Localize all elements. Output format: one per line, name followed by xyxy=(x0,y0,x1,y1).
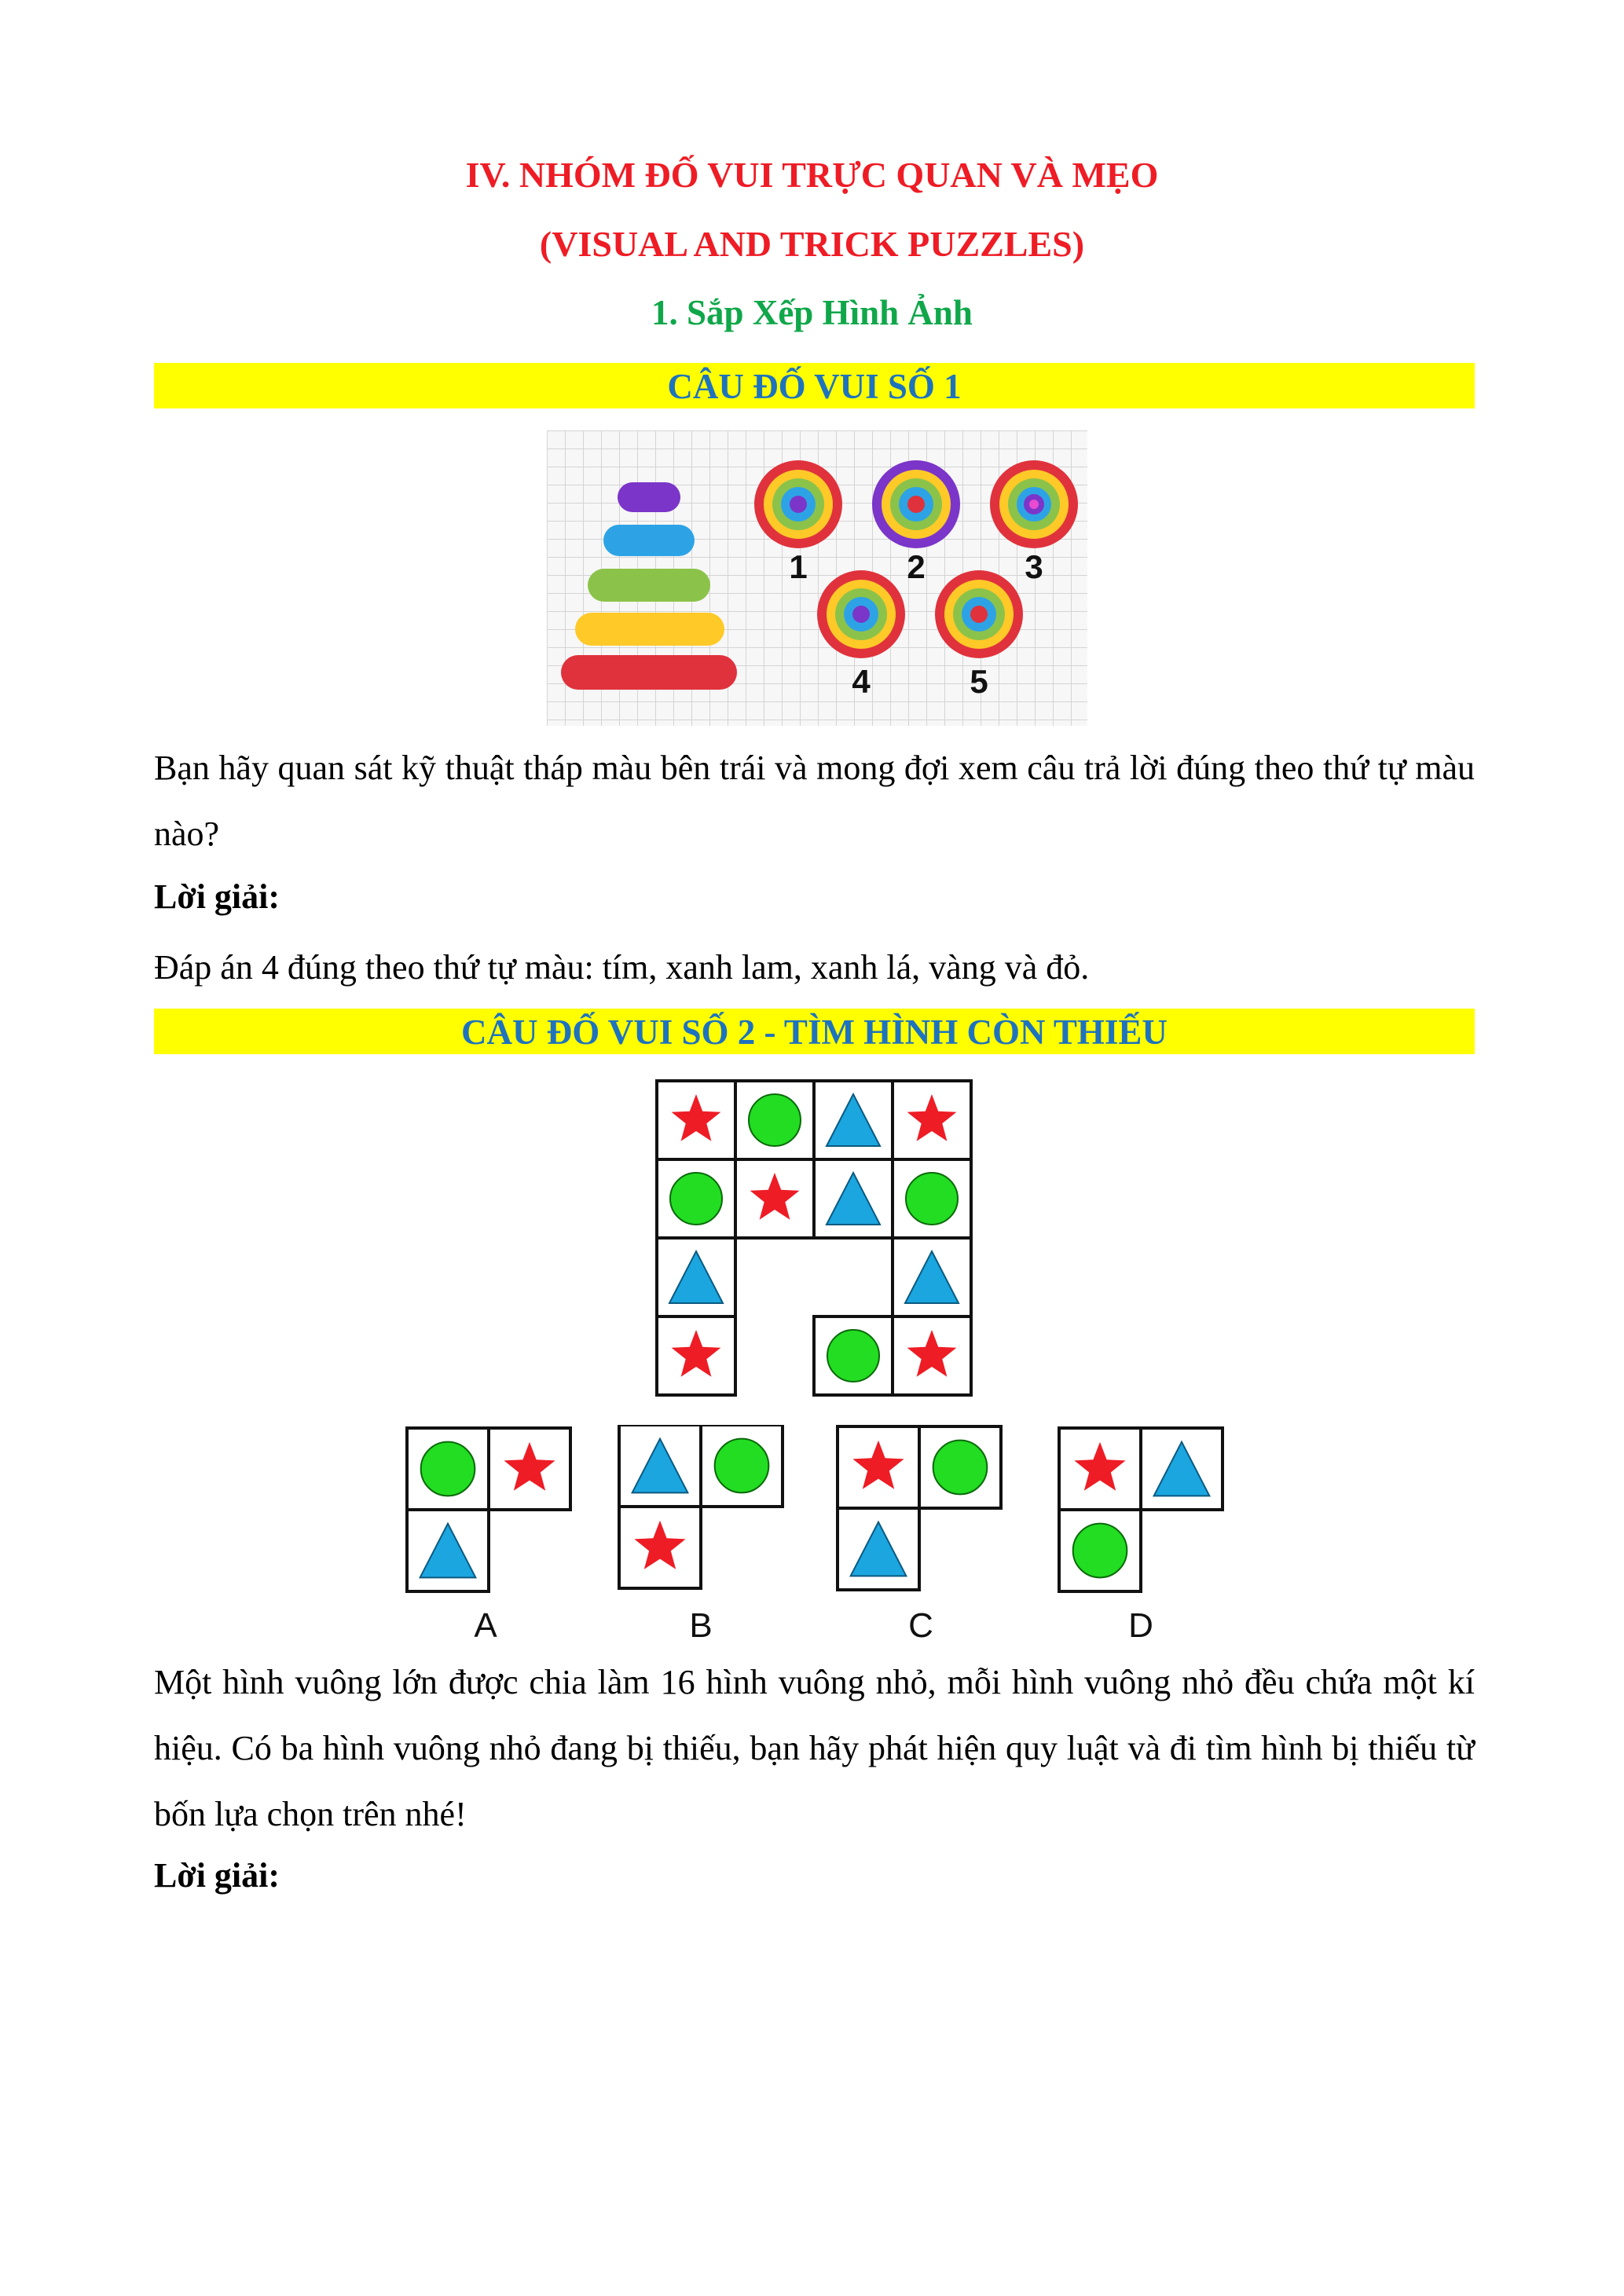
answer-choices xyxy=(393,1425,1241,1645)
puzzle-2-title: CÂU ĐỐ VUI SỐ 2 - TÌM HÌNH CÒN THIẾU xyxy=(154,1009,1475,1054)
grid-cell xyxy=(657,1081,735,1159)
circle-icon xyxy=(421,1442,475,1496)
grid-cell xyxy=(893,1159,971,1238)
puzzle-1-answer: Đáp án 4 đúng theo thứ tự màu: tím, xanh lam, xanh lá, vàng và đỏ. xyxy=(154,948,1090,987)
ring-option-5 xyxy=(935,570,1023,658)
circle-icon xyxy=(715,1439,769,1493)
grid-cell xyxy=(407,1510,489,1591)
grid-cell xyxy=(1059,1510,1141,1591)
grid-cell xyxy=(893,1081,971,1159)
grid-cell xyxy=(657,1316,735,1395)
grid-cell xyxy=(838,1426,919,1508)
grid-cell xyxy=(735,1081,814,1159)
grid-cell xyxy=(657,1238,735,1316)
choice-label-d: D xyxy=(1128,1606,1153,1645)
ring-option-3 xyxy=(990,460,1078,548)
grid-cell xyxy=(838,1508,919,1590)
circle-icon xyxy=(906,1173,958,1225)
grid-cell xyxy=(919,1426,1001,1508)
grid-cell xyxy=(814,1159,893,1238)
option-label-3: 3 xyxy=(1025,548,1043,585)
grid-cell xyxy=(1059,1428,1141,1510)
puzzle-2-question: Một hình vuông lớn được chia làm 16 hình vuông nhỏ, mỗi hình vuông nhỏ đều chứa một kí hiệu. Có ba hình vuông nhỏ đang bị thiếu, bạn hãy phát hiện quy luật và đi tìm hình bị thiếu từ bốn lựa chọn trên nhé! xyxy=(154,1663,1475,1833)
circle-icon xyxy=(933,1441,988,1495)
circle-icon xyxy=(749,1094,801,1146)
ring-option-1 xyxy=(754,460,842,548)
puzzle-1-title: CÂU ĐỐ VUI SỐ 1 xyxy=(154,363,1475,408)
option-label-5: 5 xyxy=(970,663,988,700)
puzzle-2-solution-label: Lời giải: xyxy=(154,1856,280,1895)
choice-label-b: B xyxy=(689,1606,713,1645)
symbol-grid xyxy=(654,1078,974,1398)
grid-cell xyxy=(701,1425,783,1507)
puzzle-1-solution-label: Lời giải: xyxy=(154,877,280,916)
choice-label-a: A xyxy=(474,1606,497,1645)
color-tower-puzzle-image xyxy=(547,430,1087,726)
grid-cell xyxy=(735,1159,814,1238)
section-heading: IV. NHÓM ĐỐ VUI TRỰC QUAN VÀ MẸO xyxy=(465,155,1159,195)
ring-option-4 xyxy=(817,570,905,658)
choice-label-c: C xyxy=(908,1606,933,1645)
subsection-heading: 1. Sắp Xếp Hình Ảnh xyxy=(651,293,973,332)
grid-cell xyxy=(1141,1428,1223,1510)
option-label-1: 1 xyxy=(789,548,808,585)
ring-option-2 xyxy=(872,460,960,548)
option-label-4: 4 xyxy=(852,663,871,700)
grid-cell xyxy=(489,1428,570,1510)
grid-cell xyxy=(893,1316,971,1395)
puzzle-1-question: Bạn hãy quan sát kỹ thuật tháp màu bên trái và mong đợi xem câu trả lời đúng theo thứ tự màu nào? xyxy=(154,749,1475,853)
grid-cell xyxy=(619,1425,701,1507)
grid-cell xyxy=(814,1081,893,1159)
section-heading-english: (VISUAL AND TRICK PUZZLES) xyxy=(539,224,1085,264)
circle-icon xyxy=(670,1173,722,1225)
grid-cell xyxy=(893,1238,971,1316)
circle-icon xyxy=(1073,1524,1127,1578)
grid-cell xyxy=(657,1159,735,1238)
grid-cell xyxy=(619,1507,701,1588)
circle-icon xyxy=(827,1330,879,1382)
grid-cell xyxy=(407,1428,489,1510)
option-label-2: 2 xyxy=(907,548,926,585)
grid-cell xyxy=(814,1316,893,1395)
